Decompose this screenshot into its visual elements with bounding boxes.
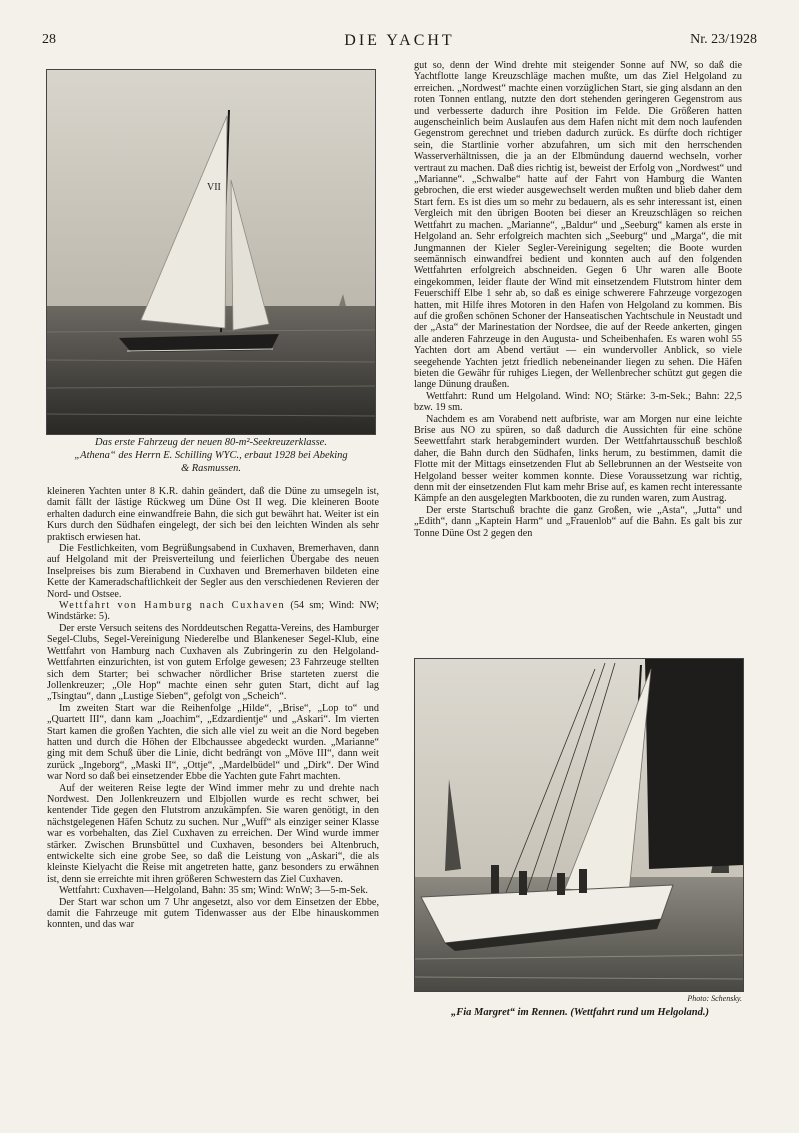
page-number: 28: [42, 32, 56, 47]
article-column-left: [47, 486, 379, 931]
photo2-caption: „Fia Margret“ im Rennen. (Wettfahrt rund um Helgoland.): [451, 1007, 709, 1018]
photo-fia-margret-racing: [414, 658, 744, 992]
article-column-right: [414, 60, 742, 539]
race-heading: Wettfahrt: Rund um Helgoland. Wind: NO; Stärke: 3-m-Sek.; Bahn: 22,5 bzw. 19 sm.: [414, 390, 742, 414]
paragraph: Im zweiten Start war die Reihenfolge „Hilde“, „Brise“, „Lop to“ und „Quartett III“, dann kam „Joachim“, „Edzardientje“ und „Askari“. Im vierten Start kamen die großen Yachten, die sich alle viel zu weit an die Nord begeben hatten und durch die Höhen der Elbchaussee abgedeckt wurden. „Marianne“ ging mit dem Schuß über die Linie, dicht bedrängt von „Möve III“, dann weit zurück „Ingeborg“, „Maski II“, „Ottje“, „Mardelbüdel“ und „Dirk“. Der Wind war Nord so daß bei einsetzender Ebbe die Yachten gute Fahrt machten.: [47, 702, 379, 783]
issue-number: Nr. 23/1928: [690, 32, 757, 47]
race-heading: Wettfahrt: Cuxhaven—Helgoland, Bahn: 35 sm; Wind: WnW; 3—5-m-Sek.: [59, 885, 368, 897]
paragraph: Der erste Startschuß brachte die ganz Großen, wie „Asta“, „Jutta“ und „Edith“, dann „Kaptein Harm“ und „Frauenlob“ auf die Bahn. Es galt bis zur Tonne Düne Ost 2 gegen den: [414, 504, 742, 539]
photo1-caption: Das erste Fahrzeug der neuen 80-m²-Seekreuzerklasse. „Athena“ des Herrn E. Schilling WYC., erbaut 1928 bei Abeking & Rasmussen.: [74, 437, 348, 474]
magazine-title: DIE YACHT: [344, 32, 455, 49]
photo-athena-yacht: [46, 69, 376, 435]
page-header: [42, 32, 757, 56]
photo-credit: Photo: Schensky.: [687, 994, 742, 1003]
sail-number: VII: [207, 182, 221, 193]
paragraph: Der Start war schon um 7 Uhr angesetzt, also vor dem Einsetzen der Ebbe, damit die Fahrzeuge mit gutem Tidenwasser aus der Elbe hinauskommen konnten, und das war: [47, 896, 379, 931]
paragraph: Auf der weiteren Reise legte der Wind immer mehr zu und drehte nach Nordwest. Den Jollenkreuzern und Elbjollen wurde es recht schwer, bei kentender Tide gegen den Flutstrom anzukämpfen. Sie waren genötigt, in den nächstgelegenen Häfen Schutz zu suchen. Nur „Wuff“ als einziger seiner Klasse war es vorbehalten, das Ziel Cuxhaven zu erreichen. Der Wind wurde immer stärker. Zwischen Brunsbüttel und Cuxhaven, besonders bei Altenbruch, entwickelte sich eine grobe See, so daß die Leistung von „Askari“, die als kleinste Kielyacht die Reise mit angetreten hatte, ganz besonders zu erwähnen ist, denn sie erreichte mit ihren größeren Schwestern das Ziel Cuxhaven.: [47, 782, 379, 885]
paragraph: Die Festlichkeiten, vom Begrüßungsabend in Cuxhaven, Bremerhaven, dann auf Helgoland mit der Preisverteilung und feierlichen Übergabe des neuen Inselpreises bis zum Bierabend in Cuxhaven und Bremerhaven bildeten eine Kette der Kameradschaftlichkeit der Segler aus den verschiedenen Revieren der Nord- und Ostsee.: [47, 543, 379, 600]
race-heading: Wettfahrt von Hamburg nach Cuxhaven (54 sm; Wind: NW; Windstärke: 5).: [47, 600, 379, 623]
paragraph: Nachdem es am Vorabend nett aufbriste, war am Morgen nur eine leichte Brise aus NO zu spüren, so daß dadurch die Aussichten für eine schöne Seewettfahrt stark herabgemindert wurden. Der Wettfahrtausschuß beschloß daher, die Bahn durch den Südhafen, links herum, zu bestimmen, damit die Flotte mit der Mittags einsetzenden Flut ab Sellebrunnen an der Westseite von Helgoland besser weiter kommen konnte. Diese Voraussetzung war richtig, denn mit der einsetzenden Flut kam mehr Brise auf, es kamen recht interessante Kämpfe an den ausgelegten Markbooten, die zu runden waren, zum Austrag.: [414, 413, 742, 505]
paragraph: Der erste Versuch seitens des Norddeutschen Regatta-Vereins, des Hamburger Segel-Clubs, Segel-Vereinigung Niederelbe und Blankeneser Segel-Klub, eine Wettfahrt von Hamburg nach Cuxhaven als Zubringerin zu den Helgoland-Wettfahrten einzurichten, ist von gutem Erfolge gewesen; 23 Fahrzeuge stellten sich dem Starter; bei schwacher nördlicher Brise starteten zuerst die Jollenkreuzer; „Ole Hop“ machte einen sehr guten Start, dicht auf lag „Tsingtau“, dann „Lustige Sieben“, gefolgt von „Scheich“.: [47, 622, 379, 703]
paragraph: kleineren Yachten unter 8 K.R. dahin geändert, daß die Düne zu umsegeln ist, damit fällt der lästige Rückweg um Düne Ost II weg. Die kleineren Boote erhalten dadurch eine einwandfreie Bahn, die sich gut bewährt hat. Weiter ist ein Kurs durch den Südhafen eingelegt, der sich bei den leichten Winden als sehr praktisch erwiesen hat.: [47, 486, 379, 543]
paragraph: gut so, denn der Wind drehte mit steigender Sonne auf NW, so daß die Yachtflotte lange Kreuzschläge machen mußte, um das Ziel Helgoland zu erreichen. „Nordwest“ machte einen vorzüglichen Start, sie ging alsdann an den roten Tonnen entlang, nutzte den dort stehenden geringeren Gegenstrom aus und verbesserte dadurch ihre Position im Felde. Die Größeren hatten augenscheinlich beim Auslaufen aus dem Hafen nicht mit dem noch laufenden Gegenstrom gerechnet und trieben dadurch zurück. Es dürfte doch richtiger sein, die Startlinie vorher abzufahren, um sich mit den herrschenden Wasserverhältnissen, die ja an der Elbmündung dauernd wechseln, vorher vertraut zu machen. Daß dies richtig ist, beweist der Erfolg von „Nordwest“ und „Marianne“. „Schwalbe“ hatte auf der Fahrt von Hamburg die Wanten gebrochen, die erst wieder ausgewechselt werden mußten und blieb daher dem Start fern. Es ist dies um so mehr zu bedauern, als es sehr interessant ist, einen Vergleich mit den übrigen Booten bei dieser an Kreuzschlägen so reichen Wettfahrt zu machen. „Marianne“, „Baldur“ und „Seeburg“ kamen als erste in Helgoland an. Sehr erfolgreich machten sich „Seeburg“ und „Marga“, die mit Jungmannen der Kieler Segler-Vereinigung segelten; die Boote wurden seemännisch einwandfrei bedient und konnten auch auf den folgenden Wettfahrten erfolgreich abschneiden. Gegen 6 Uhr waren alle Boote eingekommen, leider flaute der Wind mit einsetzendem Flutstrom hinter dem Feuerschiff Elbe 1 sehr ab, so daß es einige schwerere Fahrzeuge vorgezogen hatten, mit Hilfe ihres Motoren in den Hafen von Helgoland zu kommen. Bis auf die großen schönen Schoner der Hanseatischen Yachtschule in Neustadt und der „Asta“ der Marinestation der Nordsee, die auf der Reede ankerten, gingen alle anderen Fahrzeuge in den Augusta- und Scheibenhafen. Es waren wohl 55 Yachten dort am Abend vertäut — ein wundervoller Anblick, so viele seegehende Yachten jetzt friedlich nebeneinander liegen zu sehen. Die Häfen bieten die Gewähr für ruhiges Liegen, der Wellenbrecher schützt gut gegen die lange Dünung draußen.: [414, 60, 742, 391]
